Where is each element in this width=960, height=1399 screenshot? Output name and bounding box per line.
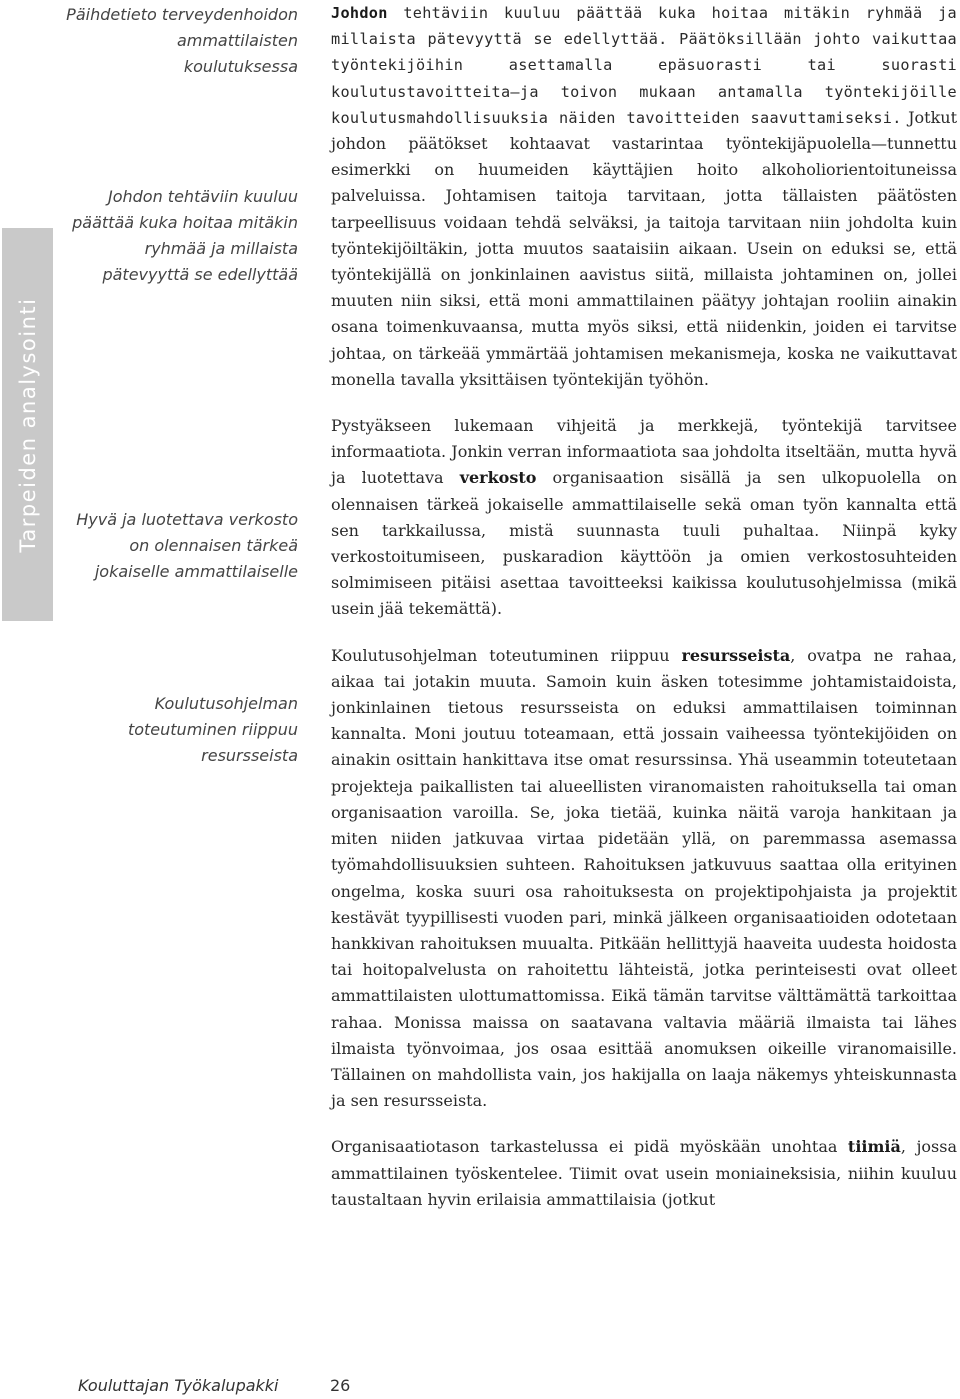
paragraph-network [331, 413, 957, 623]
paragraph-resources-part2: , ovatpa ne rahaa, aikaa tai jotakin muuta. Samoin kuin äsken totesimme johtamistaidoista, jonkinlainen tietous resursseista on eduksi ammattilaisen toiminnan kannalta. Moni joutuu toteamaan, että jossain vaiheessa työntekijöiden on ainakin osittain hankittava itse omat resurssinsa. Yhä useammin toteutetaan projekteja paikallisten tai alueellisten viranomaisten rahoituksella tai oman organisaation varoilla. Se, joka tietää, kuinka näitä varoja hankitaan ja miten niiden jatkuvaa virtaa pidetään yllä, on paremmassa asemassa työmahdollisuuksien suhteen. Rahoituksen jatkuvuus saattaa olla erityinen ongelma, koska suuri osa rahoituksesta on projektipohjaista ja projektit kestävät tyypillisesti vuoden pari, minkä jälkeen organisaatioiden odotetaan hankkivan rahoituksen muualta. Pitkään hellittyjä haaveita uudesta hoidosta tai hoitopalvelusta on rahoitettu lähteistä, jotka perinteisesti ovat olleet ammattilaisten ulottumattomissa. Eikä tämän tarvitse välttämättä tarkoittaa rahaa. Monissa maissa on saatavana valtavia määriä ilmaista tai lähes ilmaista työnvoimaa, jos osaa esittää anomuksen oikeille viranomaisille. Tällainen on mahdollista vain, jos hakijalla on laaja näkemys yhteiskunnasta ja sen resursseista. [331, 645, 957, 1111]
keyword-tiimia: tiimiä [847, 1137, 901, 1157]
section-tab [2, 228, 53, 621]
main-text-column [331, 0, 957, 1231]
paragraph-management-mono-part: tehtäviin kuuluu päättää kuka hoitaa mitäkin ryhmää ja millaista pätevyyttä se edellyttää. Päätöksillään johto vaikuttaa työntekijöihin asettamalla epäsuorasti tai suorasti koulutustavoitteita—ja toivon mukaan antamalla työntekijöille koulutusmahdollisuuksia näiden tavoitteiden saavuttamiseksi. [331, 4, 957, 127]
paragraph-network-part1: Pystyäkseen lukemaan vihjeitä ja merkkejä, työntekijä tarvitsee informaatiota. Jonkin verran informaatiota saa johdolta itseltään, mutta hyvä ja luotettava [331, 416, 957, 488]
paragraph-team-part2: , jossa ammattilainen työskentelee. Tiimit ovat usein moniaineksisia, niihin kuuluu taustaltaan hyvin erilaisia ammattilaisia (jotkut [331, 1137, 958, 1209]
footer-title: Kouluttajan Työkalupakki [78, 1376, 279, 1395]
margin-note-network: Hyvä ja luotettava verkosto on olennaisen tärkeä jokaiselle ammattilaiselle [76, 510, 298, 581]
margin-note-resources: Koulutusohjelman toteutuminen riippuu resursseista [127, 694, 298, 765]
page-number: 26 [330, 1376, 351, 1395]
paragraph-network-part2: organisaation sisällä ja sen ulkopuolella on olennaisen tärkeä jokaiselle ammattilaiselle sekä oman työn kannalta että sen tarkkailussa, mistä suunnasta tuuli puhaltaa. Niinpä kyky verkostoitumiseen, puskaradion käyttöön ja omien verkostosuhteiden solmimiseen pitäisi asettaa tavoitteeksi kaikissa koulutusohjelmissa (mikä usein jää tekemättä). [331, 468, 957, 619]
paragraph-management [331, 0, 957, 393]
margin-note-document-title: Päihdetieto terveydenhoidon ammattilaisten koulutuksessa [66, 5, 298, 76]
keyword-johdon: Johdon [331, 4, 388, 22]
paragraph-resources [331, 643, 957, 1115]
margin-note-management: Johdon tehtäviin kuuluu päättää kuka hoitaa mitäkin ryhmää ja millaista pätevyyttä se edellyttää [72, 187, 298, 284]
paragraph-management-part: Jotkut johdon päätökset kohtaavat vastarintaa työntekijäpuolella—tunnettu esimerkki on huumeiden käyttäjien hoito alkoholiorientoituneissa palveluissa. Johtamisen taitoja tarvitaan, jotta tällaisten päätösten tarpeellisuus voidaan tehdä selväksi, ja taitoja tarvitaan niin johdolta kuin työntekijöiltäkin, jotta muutos saataisiin aikaan. Usein on eduksi se, että työntekijällä on jonkinlainen aavistus siitä, millaista johtaminen on, jollei muuten niin siksi, että moni ammattilainen päätyy johtajan rooliin ainakin osana toimenkuvaansa, mutta myös siksi, että niidenkin, joiden ei tarvitse johtaa, on tärkeää ymmärtää johtamisen mekanismeja, koska ne vaikuttavat monella tavalla yksittäisen työntekijän työhön. [331, 107, 957, 389]
paragraph-team [331, 1134, 957, 1213]
paragraph-resources-part1: Koulutusohjelman toteutuminen riippuu [331, 645, 682, 665]
keyword-verkosto: verkosto [459, 468, 537, 488]
section-tab-label: Tarpeiden analysointi [15, 297, 40, 552]
keyword-resursseista: resursseista [681, 645, 791, 665]
paragraph-team-part1: Organisaatiotason tarkastelussa ei pidä myöskään unohtaa [331, 1137, 848, 1157]
